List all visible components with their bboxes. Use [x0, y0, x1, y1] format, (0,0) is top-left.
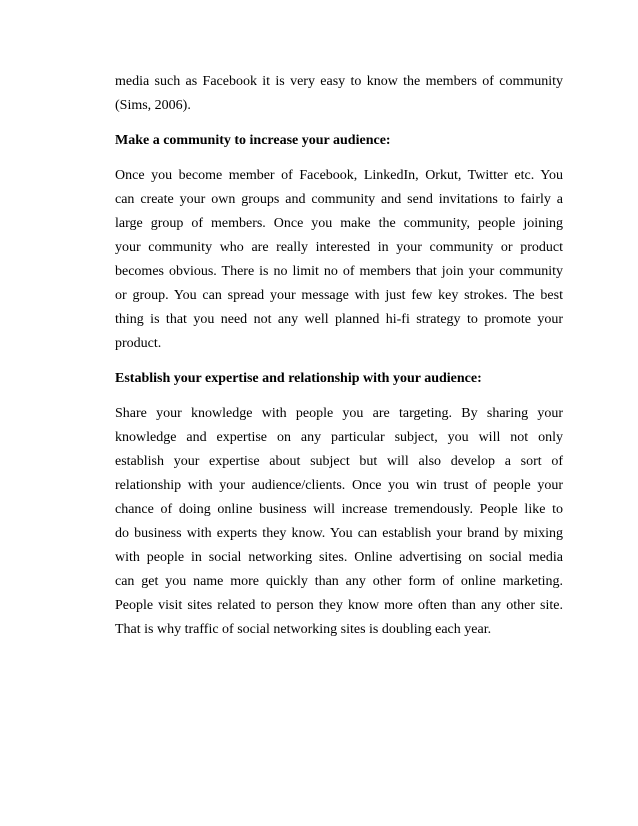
community-paragraph — [115, 164, 563, 356]
text-line: That is why traffic of social networking sites is doubling each year. — [115, 622, 492, 637]
text-line: large group of members. Once you make the community, people joining — [115, 216, 563, 231]
text-line: chance of doing online business will increase tremendously. People like to — [115, 502, 563, 517]
expertise-paragraph — [115, 402, 563, 642]
text-line: product. — [115, 336, 162, 351]
document-page — [115, 70, 563, 642]
text-line: media such as Facebook it is very easy to know the members of community — [115, 74, 563, 89]
text-line: or group. You can spread your message with just few key strokes. The best — [115, 288, 563, 303]
text-line: your community who are really interested in your community or product — [115, 240, 563, 255]
section-heading-expertise: Establish your expertise and relationship with your audience: — [115, 371, 482, 386]
text-line: Share your knowledge with people you are targeting. By sharing your — [115, 406, 563, 421]
text-line: can get you name more quickly than any other form of online marketing. — [115, 574, 563, 589]
text-line: thing is that you need not any well planned hi-fi strategy to promote your — [115, 312, 563, 327]
text-line: knowledge and expertise on any particular subject, you will not only — [115, 430, 563, 445]
text-line: do business with experts they know. You can establish your brand by mixing — [115, 526, 563, 541]
text-line: establish your expertise about subject but will also develop a sort of — [115, 454, 563, 469]
text-line: relationship with your audience/clients. Once you win trust of people your — [115, 478, 563, 493]
text-line: (Sims, 2006). — [115, 98, 191, 113]
intro-paragraph — [115, 70, 563, 118]
text-line: can create your own groups and community and send invitations to fairly a — [115, 192, 563, 207]
text-line: Once you become member of Facebook, LinkedIn, Orkut, Twitter etc. You — [115, 168, 563, 183]
text-line: People visit sites related to person they know more often than any other site. — [115, 598, 563, 613]
text-line: becomes obvious. There is no limit no of members that join your community — [115, 264, 563, 279]
section-heading-community: Make a community to increase your audience: — [115, 133, 391, 148]
text-line: with people in social networking sites. Online advertising on social media — [115, 550, 563, 565]
